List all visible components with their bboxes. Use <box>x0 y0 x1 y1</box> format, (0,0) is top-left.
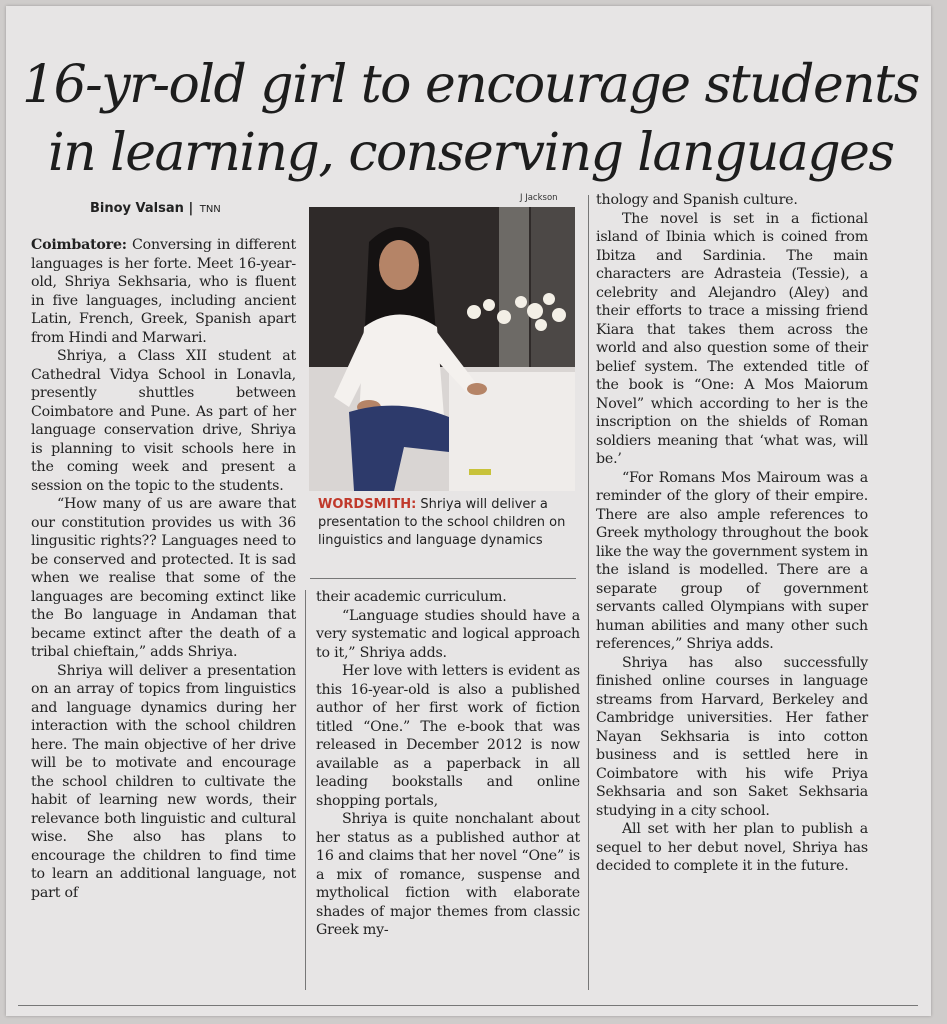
paragraph: All set with her plan to publish a sequel to her debut novel, Shriya has decided to complete it in the future. <box>596 821 868 874</box>
portrait-illustration <box>309 207 575 491</box>
paragraph <box>31 236 296 347</box>
photo-caption <box>318 496 576 550</box>
dateline: Coimbatore: <box>31 237 127 253</box>
caption-tag: WORDSMITH: <box>318 497 417 512</box>
article-column-3 <box>596 191 868 876</box>
paragraph: “Language studies should have a very systematic and logical approach to it,” Shriya adds. <box>316 607 580 661</box>
photo-credit: J Jackson <box>520 193 558 203</box>
page-bottom-rule <box>18 1005 918 1006</box>
column-divider-1 <box>305 590 306 990</box>
byline-agency: TNN <box>199 204 221 215</box>
caption-text: Shriya will deliver a presentation to the school children on linguistics and language dynamics <box>318 497 566 548</box>
paragraph: The novel is set in a fictional island of Ibinia which is coined from Ibitza and Sardinia. The main characters are Adrasteia (Tessie), a celebrity and Alejandro (Aley) and their efforts to trace a missing friend Kiara that takes them across the world and also question some of their belief system. The extended title of the book is “One: A Mos Maiorum Novel” which according to her is the inscription on the shields of Roman soldiers meaning that ‘what was, will be.’ <box>596 210 868 467</box>
paragraph: Shriya will deliver a presentation on an array of topics from linguistics and language dynamics during her interaction with the school children here. The main objective of her drive will be to motivate and encourage the school children to cultivate the habit of learning new words, their relevance both linguistic and cultural wise. She also has plans to encourage the children to find time to learn an additional language, not part of <box>31 662 296 901</box>
headline-line-2: in learning, conserving languages <box>48 123 894 183</box>
byline-divider: | <box>188 201 194 216</box>
paragraph: thology and Spanish culture. <box>596 192 798 208</box>
paragraph: their academic curriculum. <box>316 589 507 605</box>
article-column-1 <box>31 236 296 902</box>
paragraph-text: Conversing in different languages is her forte. Meet 16-year-old, Shriya Sekhsaria, who is fluent in five languages, including ancient Latin, French, Greek, Spanish apart from Hindi and Marwari. <box>31 237 296 346</box>
paragraph: Shriya is quite nonchalant about her status as a published author at 16 and claims that her novel “One” is a mix of romance, suspense and mytholical fiction with elaborate shades of major themes from classic Greek my- <box>316 811 580 938</box>
paragraph: Her love with letters is evident as this 16-year-old is also a published author of her first work of fiction titled “One.” The e-book that was released in December 2012 is now available as a paperback in all leading bookstalls and online shopping portals, <box>316 663 580 809</box>
byline-author: Binoy Valsan <box>90 201 184 216</box>
paragraph: “How many of us are aware that our constitution provides us with 36 lingusitic rights?? Languages need to be conserved and protected. It is sad when we realise that some of the languages are becoming extinct like the Bo language in Andaman that became extinct after the death of a tribal chieftain,” adds Shriya. <box>31 496 296 660</box>
article-column-2 <box>316 588 580 940</box>
portrait-photo <box>309 207 575 491</box>
column-divider-2 <box>588 195 589 990</box>
caption-divider <box>310 578 576 579</box>
byline <box>90 201 221 216</box>
paragraph: Shriya has also successfully finished online courses in language streams from Harvard, Berkeley and Cambridge universities. Her father Nayan Sekhsaria is into cotton business and is settled here in Coimbatore with his wife Priya Sekhsaria and son Saket Sekhsaria studying in a city school. <box>596 654 868 819</box>
headline-line-1: 16-yr-old girl to encourage students <box>22 55 919 115</box>
paragraph: “For Romans Mos Mairoum was a reminder of the glory of their empire. There are also ample references to Greek mythology throughout the book like the way the government system in the island is modelled. There are a separate group of government servants called Olympians with super human abilities and many other such references,” Shriya adds. <box>596 469 868 652</box>
paragraph: Shriya, a Class XII student at Cathedral Vidya School in Lonavla, presently shuttles between Coimbatore and Pune. As part of her language conservation drive, Shriya is planning to visit schools here in the coming week and present a session on the topic to the students. <box>31 348 296 494</box>
